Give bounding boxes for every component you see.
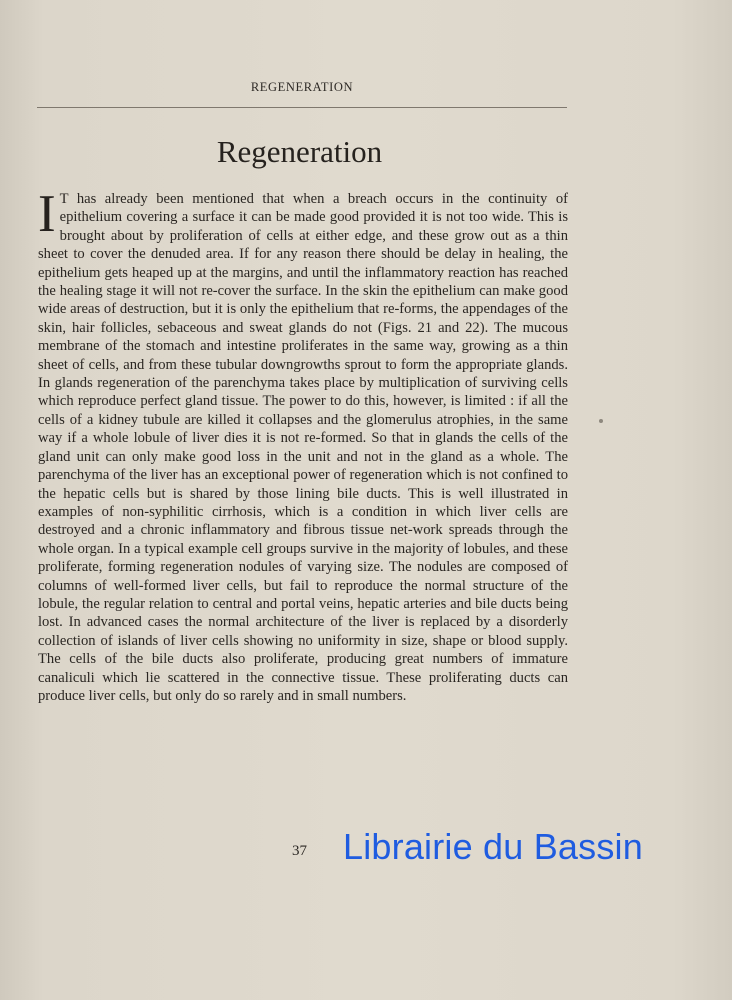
seller-watermark: Librairie du Bassin bbox=[343, 826, 643, 867]
paragraph-text: T has already been mentioned that when a breach occurs in the continuity of epithelium covering a surface it can be made good provided it is not too wide. This is brought about by proliferation of cells at either edge, and these grow out as a thin sheet to cover the denuded area. If for any reason there should be delay in healing, the epithelium gets heaped up at the margins, and until the inflammatory reaction has reached the healing stage it will not re-cover the surface. In the skin the epithelium can make good wide areas of destruction, but it is only the epithelium that re-forms, the appendages of the skin, hair follicles, sebaceous and sweat glands do not (Figs. 21 and 22). The mucous membrane of the stomach and intestine proliferates in the same way, growing as a thin sheet of cells, and from these tubular downgrowths sprout to form the appropriate glands. In glands regeneration of the parenchyma takes place by multiplication of surviving cells which reproduce perfect gland tissue. The power to do this, however, is limited : if all the cells of a kidney tubule are killed it collapses and the glomerulus atrophies, in the same way if a whole lobule of liver dies it is not re-formed. So that in glands the cells of the gland unit can only make good loss in the unit and not in the gland as a whole. The parenchyma of the liver has an exceptional power of regeneration which is not confined to the hepatic cells but is shared by those lining bile ducts. This is well illustrated in examples of non-syphilitic cirrhosis, which is a condition in which liver cells are destroyed and a chronic inflammatory and fibrous tissue net-work spreads through the whole organ. In a typical example cell groups survive in the majority of lobules, and these proliferate, forming regeneration nodules of varying size. The nodules are composed of columns of well-formed liver cells, but fail to reproduce the normal structure of the lobule, the regular relation to central and portal veins, hepatic arteries and bile ducts being lost. In advanced cases the normal architecture of the liver is replaced by a disorderly collection of islands of liver cells showing no uniformity in size, shape or blood supply. The cells of the bile ducts also proliferate, producing great numbers of immature canaliculi which lie scattered in the connective tissue. These proliferating ducts can produce liver cells, but only do so rarely and in small numbers. bbox=[38, 191, 568, 704]
header-rule bbox=[37, 107, 567, 108]
page-number: 37 bbox=[292, 843, 307, 859]
paper-speck bbox=[599, 419, 603, 423]
chapter-title: Regeneration bbox=[216, 134, 383, 169]
running-head: REGENERATION bbox=[250, 80, 354, 94]
body-text bbox=[38, 185, 568, 705]
paragraph bbox=[38, 185, 568, 705]
drop-cap: I bbox=[38, 185, 56, 243]
